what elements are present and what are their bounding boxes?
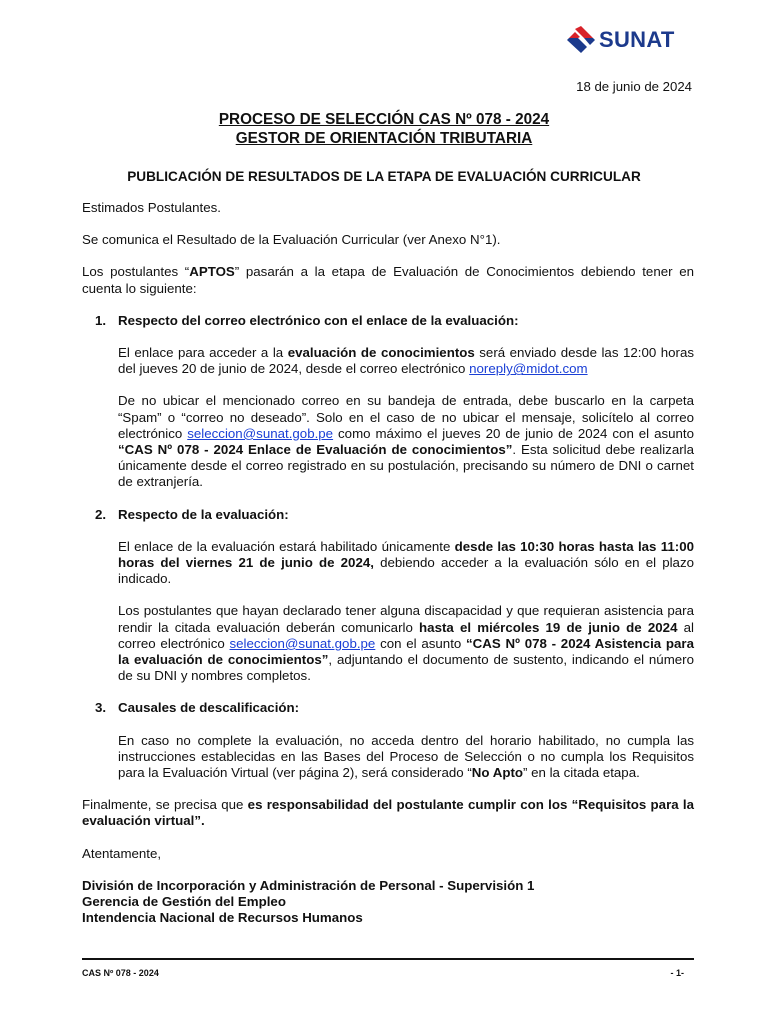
sunat-diamond-icon bbox=[566, 25, 596, 55]
final-paragraph: Finalmente, se precisa que es responsabilidad del postulante cumplir con los “Requisitos para la evaluación virtual”. bbox=[82, 797, 695, 829]
section-3-heading: 3. Causales de descalificación: bbox=[95, 700, 300, 716]
section-2-heading: 2. Respecto de la evaluación: bbox=[95, 506, 289, 522]
aptos-paragraph: Los postulantes “APTOS” pasarán a la etapa de Evaluación de Conocimientos debiendo tener en cuenta lo siguiente: bbox=[82, 264, 694, 296]
section-3-paragraph: En caso no complete la evaluación, no acceda dentro del horario habilitado, no cumpla las instrucciones establecidas en las Bases del Proceso de Selección o no cumpla los Requisitos para la Evaluación Virtual (ver página 2), será considerado “No Apto” en la citada etapa. bbox=[118, 732, 694, 781]
document-date: 18 de junio de 2024 bbox=[576, 79, 692, 94]
sunat-logo bbox=[566, 24, 688, 56]
section-1-paragraph-2: De no ubicar el mencionado correo en su bandeja de entrada, debe buscarlo en la carpeta “Spam” o “correo no deseado”. Solo en el caso de no ubicar el mensaje, solicítelo al correo electrónico seleccion@sunat.gob.pe como máximo el jueves 20 de junio de 2024 con el asunto “CAS Nº 078 - 2024 Enlace de Evaluación de conocimientos”. Esta solicitud debe realizarla únicamente desde el correo registrado en su postulación, precisando su número de DNI o carnet de extranjería. bbox=[118, 393, 694, 490]
section-2-paragraph-2: Los postulantes que hayan declarado tener alguna discapacidad y que requieran asistencia para rendir la citada evaluación deberán comunicarlo hasta el miércoles 19 de junio de 2024 al correo electrónico seleccion@sunat.gob.pe con el asunto “CAS Nº 078 - 2024 Asistencia para la evaluación de conocimientos”, adjuntando el documento de sustento, indicando el número de su DNI y nombres completos. bbox=[118, 603, 695, 684]
document-body bbox=[82, 200, 694, 927]
document-subtitle: PUBLICACIÓN DE RESULTADOS DE LA ETAPA DE EVALUACIÓN CURRICULAR bbox=[127, 169, 641, 184]
closing: Atentamente, bbox=[82, 845, 162, 861]
footer-divider bbox=[82, 958, 694, 960]
noreply-email-link[interactable]: noreply@midot.com bbox=[469, 361, 588, 377]
signature-block bbox=[82, 878, 694, 927]
greeting: Estimados Postulantes. bbox=[82, 200, 221, 215]
document-title bbox=[0, 110, 768, 148]
intro-paragraph: Se comunica el Resultado de la Evaluación Curricular (ver Anexo N°1). bbox=[82, 232, 501, 248]
section-1-paragraph-1: El enlace para acceder a la evaluación de conocimientos será enviado desde las 12:00 horas del jueves 20 de junio de 2024, desde el correo electrónico noreply@midot.com bbox=[118, 345, 695, 377]
seleccion-email-link[interactable]: seleccion@sunat.gob.pe bbox=[187, 425, 334, 441]
logo-wordmark: SUNAT bbox=[599, 27, 675, 52]
title-line-1: PROCESO DE SELECCIÓN CAS Nº 078 - 2024 bbox=[218, 111, 550, 128]
signature-line-3: Intendencia Nacional de Recursos Humanos bbox=[82, 910, 363, 926]
signature-line-1: División de Incorporación y Administración de Personal - Supervisión 1 bbox=[82, 877, 535, 893]
section-1-heading: 1. Respecto del correo electrónico con el enlace de la evaluación: bbox=[95, 312, 519, 328]
seleccion-email-link-2[interactable]: seleccion@sunat.gob.pe bbox=[229, 635, 376, 651]
footer-reference: CAS Nº 078 - 2024 bbox=[82, 968, 159, 978]
section-2-paragraph-1: El enlace de la evaluación estará habilitado únicamente desde las 10:30 horas hasta las 11:00 horas del viernes 21 de junio de 2024, debiendo acceder a la evaluación sólo en el plazo indicado. bbox=[118, 538, 695, 587]
title-line-2: GESTOR DE ORIENTACIÓN TRIBUTARIA bbox=[235, 130, 533, 147]
page-number: - 1- bbox=[670, 968, 684, 978]
signature-line-2: Gerencia de Gestión del Empleo bbox=[82, 894, 286, 910]
